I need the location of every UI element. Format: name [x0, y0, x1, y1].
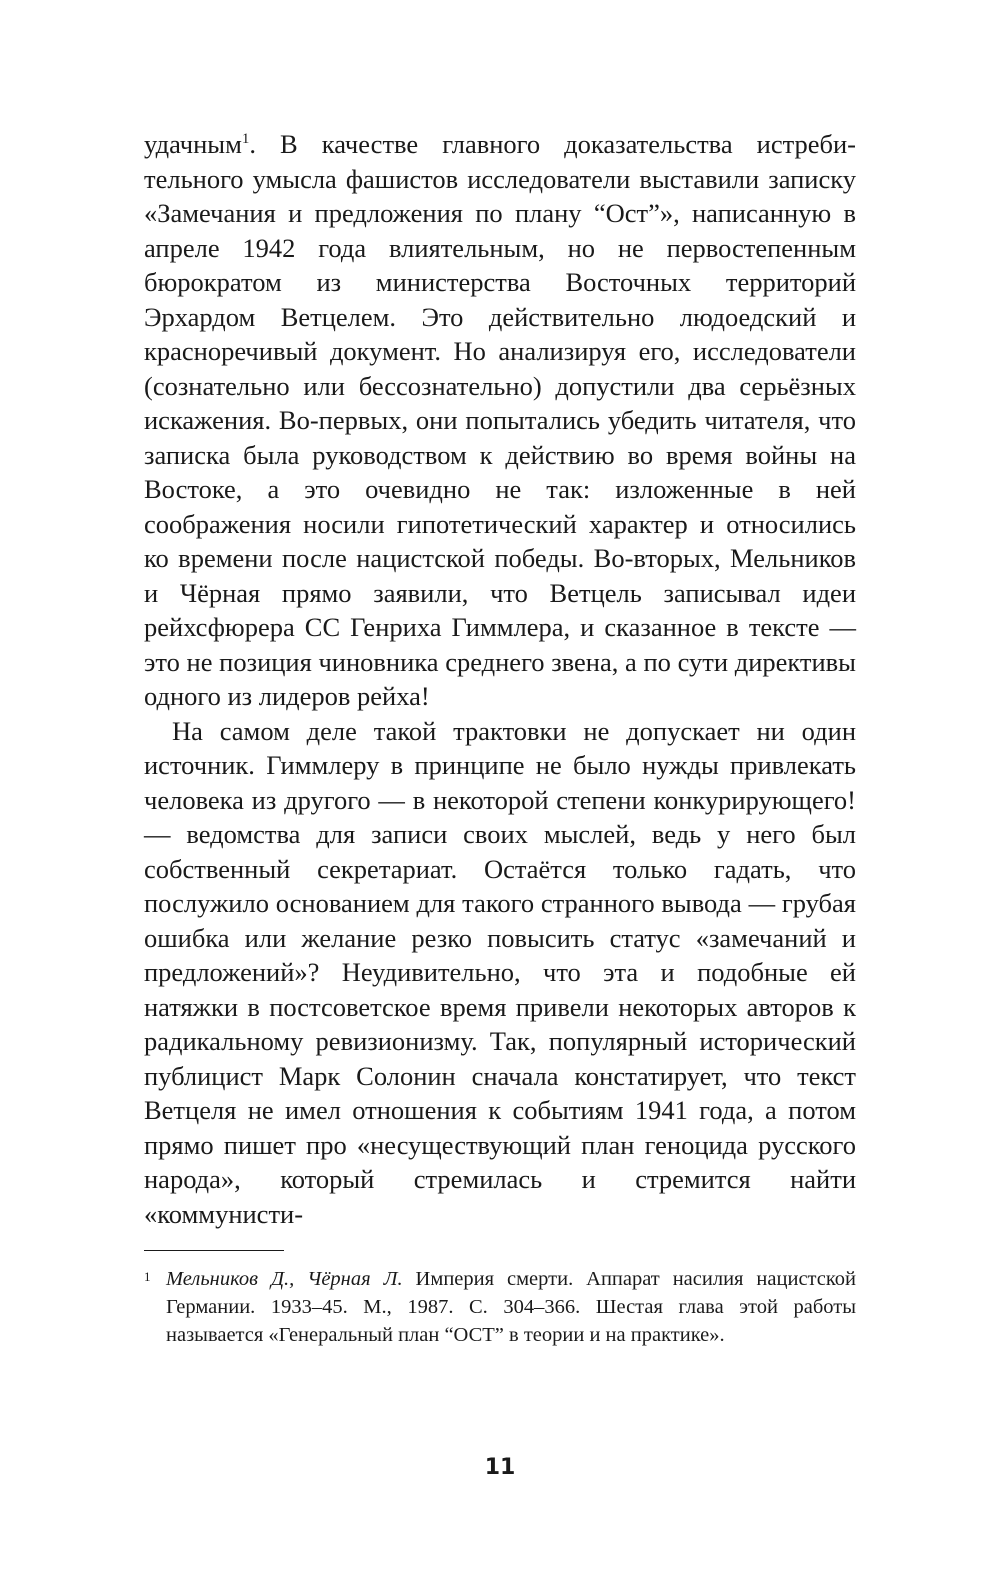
footnote-divider — [144, 1250, 284, 1251]
footnote-reference[interactable]: 1 — [241, 131, 250, 148]
paragraph-2: На самом деле такой трактовки не допускает ни один источник. Гиммлеру в принципе не было нужды привлекать человека из другого — в некоторой степени конкурирующего! — ведомства для записи своих мыслей, ведь у него был собственный секретариат. Остаётся только гадать, что послужило основанием для такого странного вывода — грубая ошибка или желание резко повысить статус «замечаний и предложений»? Неудивительно, что эта и подобные ей натяжки в постсоветское время привели некоторых авторов к радикальному ревизионизму. Так, популярный исторический публицист Марк Солонин сначала констатирует, что текст Ветцеля не имел отношения к событиям 1941 года, а потом прямо пишет про «несуществующий план геноцида русского народа», который стремилась и стремится найти «коммунисти- — [144, 715, 856, 1229]
page-number: 11 — [484, 1455, 516, 1480]
paragraph-1-text: . В качестве главного доказательства истребительного умысла фашистов исследователи выставили записку «Замечания и предложения по плану “Ост”», написанную в апреле 1942 года влиятельным, но не первостепенным бюрократом из министерства Восточных территорий Эрхардом Ветцелем. Это действительно людоедский и красноречивый документ. Но анализируя его, исследователи (сознательно или бессознательно) допустили два серьёзных искажения. Во-первых, они попытались убедить читателя, что записка была руководством к действию во время войны на Востоке, а это очевидно не так: изложенные в ней соображения носили гипотетический характер и относились ко времени после нацистской победы. Во-вторых, Мельников и Чёрная прямо заявили, что Ветцель записывал идеи рейхсфюрера СС Генриха Гиммлера, и сказанное в тексте — это не позиция чиновника среднего звена, а по сути директивы одного из лидеров рейха! — [144, 129, 856, 711]
footnote-authors: Мельников Д., Чёрная Л. — [166, 1268, 403, 1290]
footnote-number: 1 — [144, 1269, 151, 1284]
page-content — [144, 127, 856, 1349]
paragraph-1-lead: удачным — [144, 129, 242, 159]
footnote-text: Империя смерти. Аппарат насилия нацистской Германии. 1933–45. М., 1987. С. 304–366. Шестая глава этой работы называется «Генеральный план “ОСТ” в теории и на практике». — [166, 1268, 856, 1346]
paragraph-1 — [144, 127, 856, 714]
body-text — [144, 127, 856, 1231]
footnote-body — [166, 1265, 856, 1349]
footnote — [144, 1265, 856, 1349]
